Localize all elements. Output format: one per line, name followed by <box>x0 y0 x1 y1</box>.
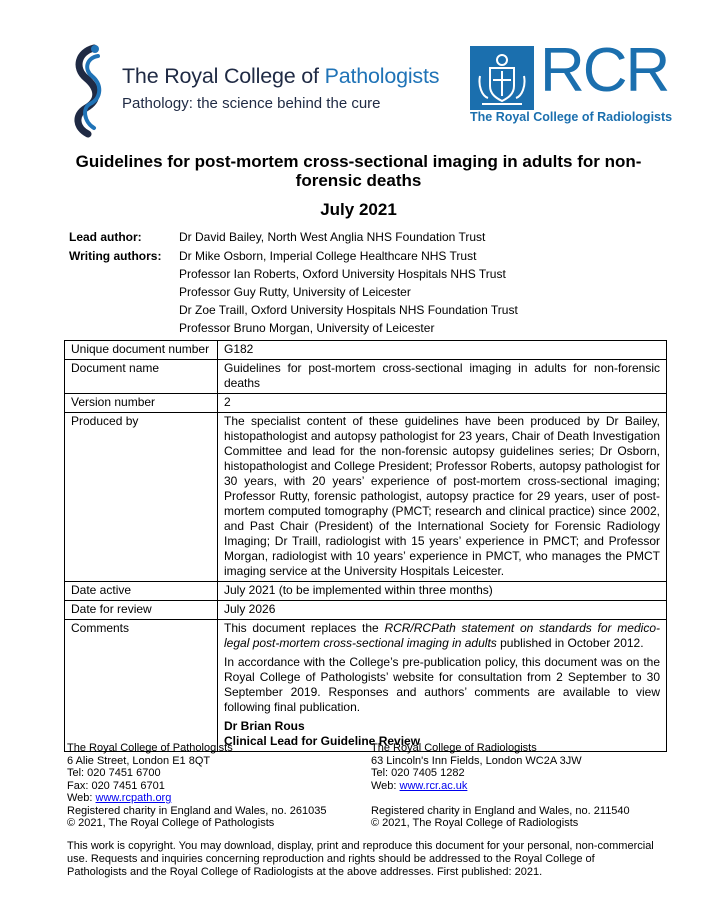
row-label: Produced by <box>65 413 218 582</box>
rcr-crest-icon <box>470 46 534 110</box>
footer-tel: Tel: 020 7405 1282 <box>371 767 465 779</box>
table-row <box>65 601 667 620</box>
comments-paragraph: This document replaces the RCR/RCPath statement on standards for medico-legal post-mortem cross-sectional imaging in adults published in October 2012. <box>224 621 660 650</box>
lead-author: Dr David Bailey, North West Anglia NHS Foundation Trust <box>179 230 486 244</box>
table-row <box>65 341 667 360</box>
table-row <box>65 413 667 582</box>
table-row <box>65 620 667 752</box>
row-value: Guidelines for post-mortem cross-sectional imaging in adults for non-forensic deaths <box>218 360 667 394</box>
signer-role: Clinical Lead for Guideline Review <box>224 734 421 748</box>
document-date: July 2021 <box>320 200 397 219</box>
footer-address: 6 Alie Street, London E1 8QT <box>67 754 211 767</box>
rcr-full-name: The Royal College of Radiologists <box>470 110 673 124</box>
row-label: Unique document number <box>65 341 218 360</box>
row-label: Date for review <box>65 601 218 620</box>
rcpath-name: The Royal College of Pathologists <box>122 64 440 88</box>
footer-org-name: The Royal College of Radiologists <box>371 742 537 754</box>
writing-author: Professor Guy Rutty, University of Leicester <box>179 285 411 299</box>
footer-charity: Registered charity in England and Wales, no. 261035 <box>67 804 327 817</box>
footer-org-name: The Royal College of Pathologists <box>67 742 233 754</box>
replaced-document-title: RCR/RCPath statement on standards for medico-legal post-mortem cross-sectional imaging in adults <box>224 621 660 650</box>
row-label: Date active <box>65 582 218 601</box>
writing-author: Dr Mike Osborn, Imperial College Healthcare NHS Trust <box>179 249 477 263</box>
rcr-letters: RCR <box>540 36 669 105</box>
copyright-notice: This work is copyright. You may download, display, print and reproduce this document for your personal, non-commercial use. Requests and inquiries concerning reproduction and rights should be addressed to the Royal College of Pathologists and the Royal College of Radiologists at the above addresses. First published: 2021. <box>67 840 654 878</box>
rcr-logo <box>470 36 673 138</box>
table-row <box>65 394 667 413</box>
document-title: Guidelines for post-mortem cross-sectional imaging in adults for non-forensic deaths <box>75 152 642 190</box>
lead-author-label: Lead author: <box>69 230 142 244</box>
footer-web-line: Web: www.rcpath.org <box>67 792 172 804</box>
footer-copyright: © 2021, The Royal College of Radiologists <box>371 817 579 829</box>
signer-name: Dr Brian Rous <box>224 719 305 733</box>
row-value: July 2021 (to be implemented within three months) <box>218 582 667 601</box>
writing-author: Professor Bruno Morgan, University of Leicester <box>179 321 435 335</box>
comments-cell <box>218 620 667 752</box>
row-label: Comments <box>65 620 218 752</box>
row-value: The specialist content of these guidelines have been produced by Dr Bailey, histopathologist and autopsy pathologist for 23 years, Chair of Death Investigation Committee and lead for the non-forensic autopsy guidelines series; Dr Osborn, histopathologist and College President; Professor Roberts, autopsy pathologist for 30 years, with 20 years’ experience of post-mortem cross-sectional imaging; Professor Rutty, forensic pathologist, autopsy practice for 29 years, user of post-mortem computed tomography (PMCT; research and clinical practice) since 2002, and Past Chair (President) of the International Society for Forensic Radiology Imaging; Dr Traill, radiologist with 15 years’ experience in PMCT; and Professor Morgan, radiologist with 10 years’ experience in PMCT, who manages the PMCT imaging service at the University Hospitals Leicester. <box>218 413 667 582</box>
writing-author: Professor Ian Roberts, Oxford University Hospitals NHS Trust <box>179 267 506 281</box>
footer-charity: Registered charity in England and Wales, no. 211540 <box>371 804 630 817</box>
footer-rcpath-contact <box>67 742 326 830</box>
row-value: July 2026 <box>218 601 667 620</box>
row-value: G182 <box>218 341 667 360</box>
row-value: 2 <box>218 394 667 413</box>
footer-rcr-contact <box>371 742 630 830</box>
rcpath-web-link[interactable]: www.rcpath.org <box>95 792 172 804</box>
row-label: Version number <box>65 394 218 413</box>
rcpath-logo <box>64 42 440 138</box>
row-label: Document name <box>65 360 218 394</box>
rcr-web-link[interactable]: www.rcr.ac.uk <box>399 779 468 792</box>
writing-author: Dr Zoe Traill, Oxford University Hospitals NHS Foundation Trust <box>179 303 518 317</box>
footer-web-line: Web: www.rcr.ac.uk <box>371 779 468 792</box>
footer-copyright: © 2021, The Royal College of Pathologists <box>67 817 275 829</box>
comments-paragraph: In accordance with the College’s pre-publication policy, this document was on the Royal College of Pathologists’ website for consultation from 2 September to 30 September 2019. Responses and authors’ comments are available to view following final publication. <box>224 655 660 714</box>
footer-fax: Fax: 020 7451 6701 <box>67 779 165 792</box>
table-row <box>65 360 667 394</box>
rcpath-tagline: Pathology: the science behind the cure <box>122 95 381 112</box>
document-info-table <box>64 340 667 752</box>
rcpath-serpent-icon <box>64 42 112 138</box>
table-row <box>65 582 667 601</box>
writing-authors-label: Writing authors: <box>69 249 162 263</box>
footer-address: 63 Lincoln's Inn Fields, London WC2A 3JW <box>371 754 582 767</box>
footer-tel: Tel: 020 7451 6700 <box>67 767 161 779</box>
